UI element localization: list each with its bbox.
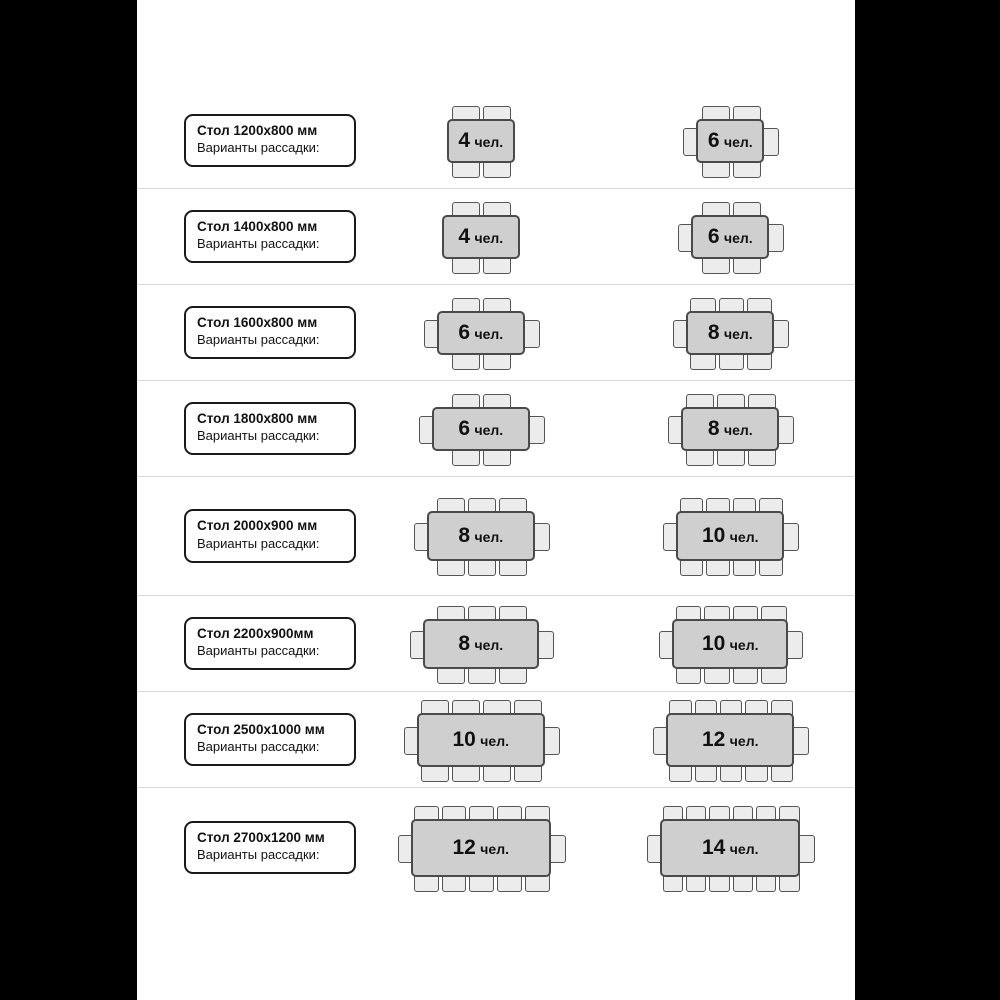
seat-count-number: 10 bbox=[452, 727, 476, 751]
table-label-box bbox=[184, 306, 356, 360]
table-size-title: Стол 2500x1000 мм bbox=[197, 721, 325, 737]
seating-variant bbox=[356, 819, 606, 877]
table-label-box bbox=[184, 114, 356, 168]
table-diagram bbox=[417, 713, 545, 767]
table-top bbox=[427, 511, 535, 561]
seat-count-caption bbox=[458, 129, 503, 153]
table-row bbox=[137, 285, 855, 381]
table-top bbox=[660, 819, 800, 877]
seat-count-unit: чел. bbox=[474, 421, 504, 438]
table-top bbox=[447, 119, 515, 163]
table-variants-subtitle: Варианты рассадки: bbox=[197, 236, 320, 252]
seat-count-unit: чел. bbox=[723, 325, 753, 342]
seat-count-number: 6 bbox=[458, 320, 471, 344]
seat-count-number: 4 bbox=[458, 224, 471, 248]
table-label-box bbox=[184, 617, 356, 671]
table-variants-subtitle: Варианты рассадки: bbox=[197, 847, 320, 863]
table-diagram bbox=[676, 511, 784, 561]
table-diagram bbox=[691, 215, 769, 259]
table-variants-subtitle: Варианты рассадки: bbox=[197, 535, 320, 551]
seating-variant bbox=[606, 713, 856, 767]
table-diagram bbox=[427, 511, 535, 561]
seating-variant bbox=[606, 311, 856, 355]
seating-variant bbox=[356, 311, 606, 355]
seat-count-caption bbox=[452, 836, 509, 860]
seating-variant bbox=[606, 511, 856, 561]
seating-variant bbox=[356, 119, 606, 163]
table-size-title: Стол 2000x900 мм bbox=[197, 518, 318, 534]
seat-count-caption bbox=[708, 417, 753, 441]
seat-count-number: 6 bbox=[707, 224, 720, 248]
seating-variants bbox=[356, 713, 855, 767]
table-diagram bbox=[686, 311, 774, 355]
seat-count-caption bbox=[452, 728, 509, 752]
seat-count-number: 8 bbox=[707, 416, 720, 440]
seat-count-number: 12 bbox=[452, 835, 476, 859]
seat-count-number: 12 bbox=[701, 727, 726, 751]
table-variants-subtitle: Варианты рассадки: bbox=[197, 739, 320, 755]
seat-count-caption bbox=[458, 417, 503, 441]
table-row bbox=[137, 189, 855, 285]
table-top bbox=[432, 407, 530, 451]
table-top bbox=[411, 819, 551, 877]
seat-count-number: 6 bbox=[458, 416, 471, 440]
seat-count-caption bbox=[702, 728, 759, 752]
table-row bbox=[137, 788, 855, 907]
table-diagram bbox=[447, 119, 515, 163]
table-label-box bbox=[184, 509, 356, 563]
seating-variant bbox=[356, 619, 606, 669]
seat-count-number: 14 bbox=[701, 835, 726, 859]
table-row bbox=[137, 692, 855, 788]
seat-count-number: 6 bbox=[707, 128, 720, 152]
table-diagram bbox=[696, 119, 764, 163]
seating-variant bbox=[606, 819, 856, 877]
seating-variant bbox=[356, 407, 606, 451]
table-diagram bbox=[423, 619, 539, 669]
seating-variants bbox=[356, 215, 855, 259]
table-top bbox=[676, 511, 784, 561]
seat-count-unit: чел. bbox=[729, 732, 759, 749]
table-top bbox=[681, 407, 779, 451]
seat-count-caption bbox=[458, 524, 503, 548]
seat-count-caption bbox=[708, 225, 753, 249]
seating-variants bbox=[356, 619, 855, 669]
table-top bbox=[442, 215, 520, 259]
table-variants-subtitle: Варианты рассадки: bbox=[197, 428, 320, 444]
table-diagram bbox=[437, 311, 525, 355]
table-label-box bbox=[184, 210, 356, 264]
seat-count-number: 10 bbox=[701, 631, 726, 655]
table-top bbox=[696, 119, 764, 163]
table-size-title: Стол 1200x800 мм bbox=[197, 122, 318, 138]
table-size-title: Стол 1600x800 мм bbox=[197, 314, 318, 330]
seat-count-unit: чел. bbox=[480, 732, 509, 749]
table-diagram bbox=[660, 819, 800, 877]
table-top bbox=[686, 311, 774, 355]
table-diagram bbox=[442, 215, 520, 259]
table-size-title: Стол 2200x900мм bbox=[197, 625, 314, 641]
table-label-box bbox=[184, 713, 356, 767]
seat-count-caption bbox=[458, 225, 503, 249]
seating-variants bbox=[356, 407, 855, 451]
table-top bbox=[691, 215, 769, 259]
seating-variant bbox=[606, 215, 856, 259]
seat-count-unit: чел. bbox=[474, 133, 504, 150]
seating-variant bbox=[606, 119, 856, 163]
table-variants-subtitle: Варианты рассадки: bbox=[197, 332, 320, 348]
table-top bbox=[417, 713, 545, 767]
table-label-box bbox=[184, 821, 356, 875]
table-variants-subtitle: Варианты рассадки: bbox=[197, 643, 320, 659]
table-diagram bbox=[411, 819, 551, 877]
table-top bbox=[666, 713, 794, 767]
table-top bbox=[672, 619, 788, 669]
table-label-box bbox=[184, 402, 356, 456]
seat-count-unit: чел. bbox=[729, 840, 759, 857]
seat-count-unit: чел. bbox=[723, 133, 753, 150]
seat-count-unit: чел. bbox=[474, 636, 504, 653]
seat-count-number: 8 bbox=[707, 320, 720, 344]
seat-count-caption bbox=[702, 632, 759, 656]
seat-count-unit: чел. bbox=[474, 529, 504, 545]
seating-variant bbox=[606, 407, 856, 451]
table-diagram bbox=[666, 713, 794, 767]
seat-count-unit: чел. bbox=[723, 229, 753, 246]
seat-count-caption bbox=[702, 836, 759, 860]
seat-count-number: 10 bbox=[701, 524, 726, 547]
seat-count-caption bbox=[458, 321, 503, 345]
seat-count-unit: чел. bbox=[474, 325, 504, 342]
seating-variant bbox=[606, 619, 856, 669]
table-row bbox=[137, 381, 855, 477]
table-top bbox=[423, 619, 539, 669]
table-size-title: Стол 1400x800 мм bbox=[197, 218, 318, 234]
seating-variant bbox=[356, 511, 606, 561]
seat-count-caption bbox=[708, 321, 753, 345]
seating-variants bbox=[356, 819, 855, 877]
seating-variants bbox=[356, 119, 855, 163]
seating-chart-sheet bbox=[137, 0, 855, 1000]
seat-count-unit: чел. bbox=[480, 840, 509, 857]
table-row bbox=[137, 93, 855, 189]
table-row bbox=[137, 596, 855, 692]
seat-count-number: 8 bbox=[458, 631, 471, 655]
table-size-title: Стол 1800x800 мм bbox=[197, 410, 318, 426]
seat-count-caption bbox=[458, 632, 503, 656]
seat-count-number: 8 bbox=[458, 524, 471, 547]
seat-count-number: 4 bbox=[458, 128, 471, 152]
table-top bbox=[437, 311, 525, 355]
table-diagram bbox=[432, 407, 530, 451]
table-size-title: Стол 2700x1200 мм bbox=[197, 829, 325, 845]
seat-count-unit: чел. bbox=[474, 229, 504, 246]
seat-count-caption bbox=[702, 524, 759, 548]
seating-variant bbox=[356, 713, 606, 767]
table-diagram bbox=[681, 407, 779, 451]
seat-count-caption bbox=[708, 129, 753, 153]
table-diagram bbox=[672, 619, 788, 669]
seat-count-unit: чел. bbox=[729, 636, 759, 653]
seat-count-unit: чел. bbox=[729, 529, 759, 545]
table-variants-subtitle: Варианты рассадки: bbox=[197, 140, 320, 156]
seat-count-unit: чел. bbox=[723, 421, 753, 438]
seating-variant bbox=[356, 215, 606, 259]
seating-variants bbox=[356, 311, 855, 355]
seating-variants bbox=[356, 511, 855, 561]
table-row bbox=[137, 477, 855, 596]
